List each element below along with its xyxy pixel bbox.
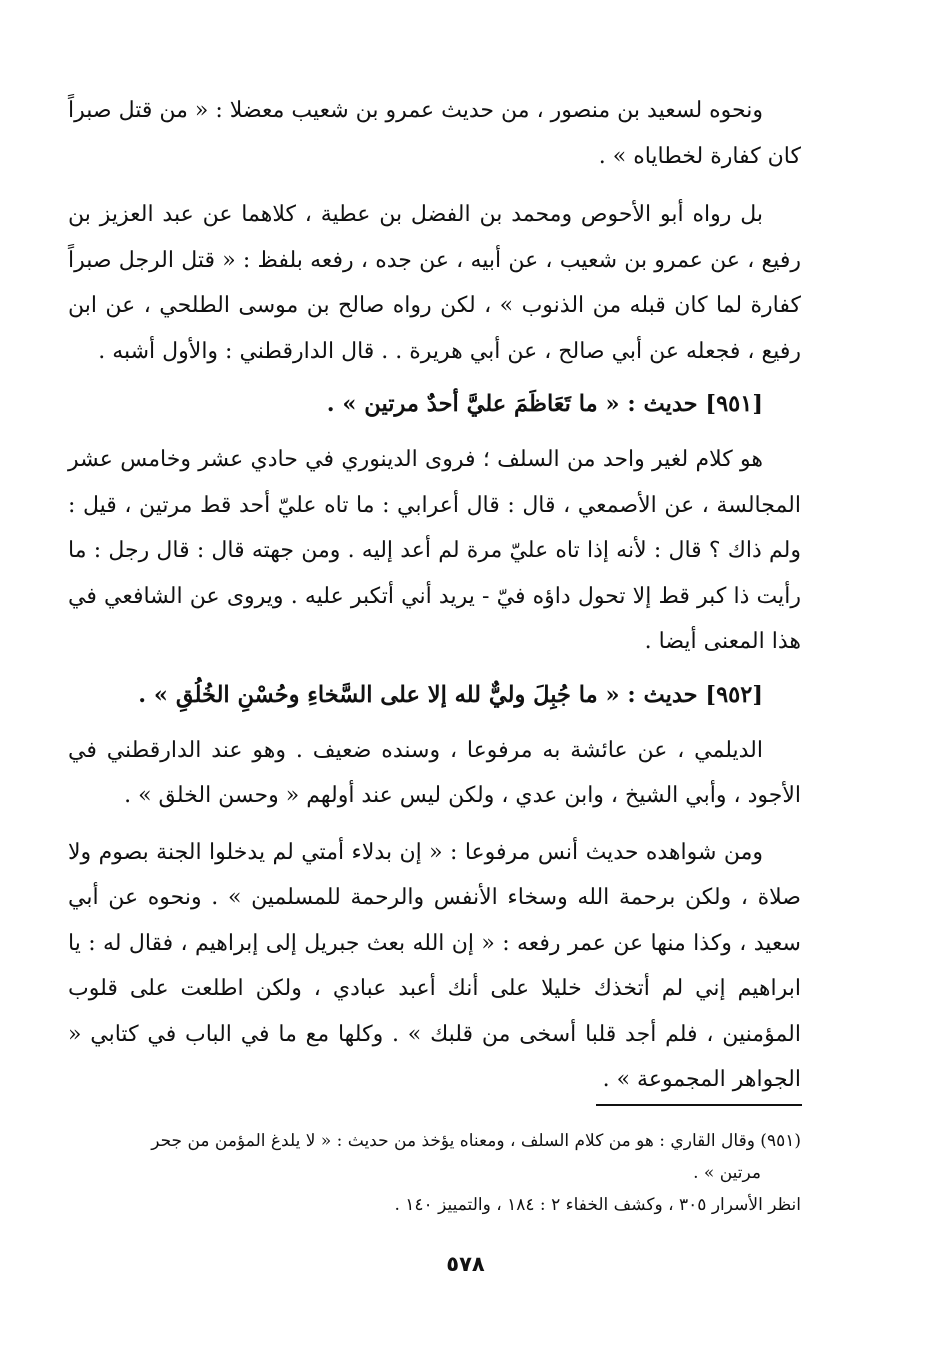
footnotes xyxy=(68,1125,801,1221)
paragraph-3: هو كلام لغير واحد من السلف ؛ فروى الدينوري في حادي عشر وخامس عشر المجالسة ، عن الأصمعي ، قال : قال أعرابي : ما تاه عليّ أحد قط مرتين ، قيل : ولم ذاك ؟ قال : لأنه إذا تاه عليّ مرة لم أعد إليه . ومن جهته قال : قال رجل : ما رأيت ذا كبر قط إلا تحول داؤه فيّ - يريد أني أتكبر عليه . ويروى عن الشافعي في هذا المعنى أيضا . xyxy=(68,447,801,654)
hadith-heading-951: [٩٥١] حديث : « ما تَعَاظَمَ عليَّ أحدٌ مرتين » . xyxy=(326,391,763,417)
paragraph-1: ونحوه لسعيد بن منصور ، من حديث عمرو بن شعيب معضلا : « من قتل صبراً كان كفارة لخطاياه » . xyxy=(68,98,801,169)
page-body xyxy=(68,88,801,1103)
page-number: ٥٧٨ xyxy=(446,1252,485,1276)
paragraph-5: ومن شواهده حديث أنس مرفوعا : « إن بدلاء أمتي لم يدخلوا الجنة بصوم ولا صلاة ، ولكن برحمة الله وسخاء الأنفس والرحمة للمسلمين » . ونحوه عن أبي سعيد ، وكذا منها عن عمر رفعه : « إن الله بعث جبريل إلى إبراهيم ، فقال له : يا ابراهيم إني لم أتخذك خليلا على أنك أعبد عبادي ، ولكن اطلعت على قلوب المؤمنين ، فلم أجد قلبا أسخى من قلبك » . وكلها مع ما في الباب في كتابي « الجواهر المجموعة » . xyxy=(68,839,801,1092)
paragraph-2: بل رواه أبو الأحوص ومحمد بن الفضل بن عطية ، كلاهما عن عبد العزيز بن رفيع ، عن عمرو بن شعيب ، عن أبيه ، عن جده ، رفعه بلفظ : « قتل الرجل صبراً كفارة لما كان قبله من الذنوب » ، لكن رواه صالح بن موسى الطلحي ، عن ابن رفيع ، فجعله عن أبي صالح ، عن أبي هريرة . . قال الدارقطني : والأول أشبه . xyxy=(68,202,801,364)
footnote-951-line-2: مرتين » . xyxy=(693,1163,761,1183)
hadith-heading-952: [٩٥٢] حديث : « ما جُبِلَ وليٌّ لله إلا على السَّخاءِ وحُسْنِ الخُلُقِ » . xyxy=(138,681,763,708)
paragraph-4: الديلمي ، عن عائشة به مرفوعا ، وسنده ضعيف . وهو عند الدارقطني في الأجود ، وأبي الشيخ ، وابن عدي ، ولكن ليس عند أولهم « وحسن الخلق » . xyxy=(68,737,801,808)
footnote-references: انظر الأسرار ٣٠٥ ، وكشف الخفاء ٢ : ١٨٤ ، والتمييز ١٤٠ . xyxy=(394,1195,801,1215)
footnote-separator xyxy=(596,1104,802,1106)
footnote-951-line-1: (٩٥١) وقال القاري : هو من كلام السلف ، ومعناه يؤخذ من حديث : « لا يلدغ المؤمن من جحر xyxy=(151,1131,801,1151)
